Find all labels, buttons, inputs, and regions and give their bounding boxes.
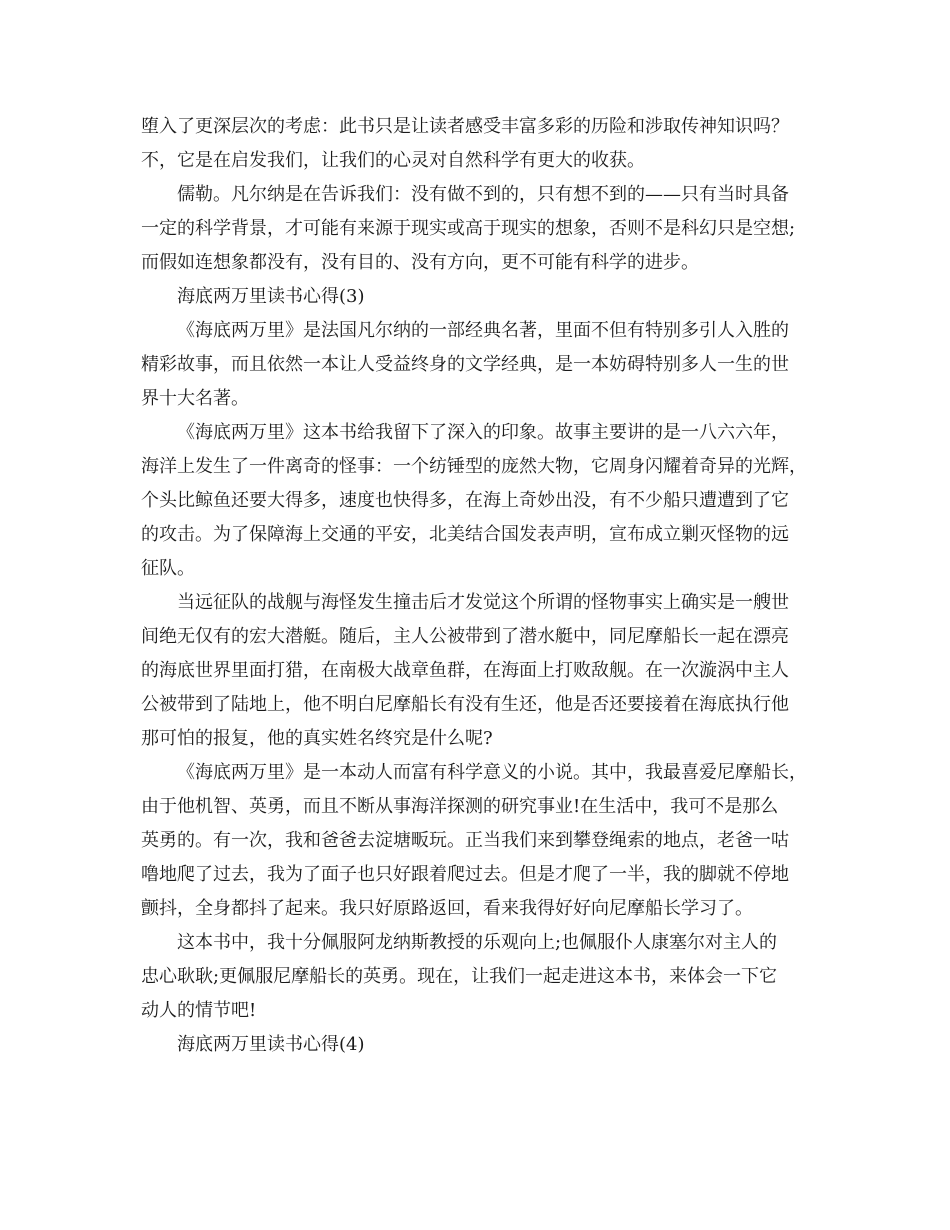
text-line: 征队。 <box>141 558 195 579</box>
text-line: 《海底两万里》是法国凡尔纳的一部经典名著，里面不但有特别多引人入胜的 <box>177 320 789 341</box>
section-heading-3 <box>141 280 811 314</box>
text-line: 《海底两万里》是一本动人而富有科学意义的小说。其中，我最喜爱尼摩船长， <box>177 762 807 783</box>
text-line: 海洋上发生了一件离奇的怪事：一个纺锤型的庞然大物，它周身闪耀着奇异的光辉， <box>141 456 807 477</box>
text-line: 的海底世界里面打猎，在南极大战章鱼群，在海面上打败敌舰。在一次漩涡中主人 <box>141 660 789 681</box>
text-line: 那可怕的报复，他的真实姓名终究是什么呢? <box>141 728 493 749</box>
text-line: 个头比鲸鱼还要大得多，速度也快得多，在海上奇妙出没，有不少船只遭遭到了它 <box>141 490 789 511</box>
paragraph-intro-continuation <box>141 110 811 178</box>
text-line: 界十大名著。 <box>141 388 249 409</box>
paragraph-story-summary <box>141 416 811 586</box>
text-line: 颤抖，全身都抖了起来。我只好原路返回，看来我得好好向尼摩船长学习了。 <box>141 898 753 919</box>
text-line: 一定的科学背景，才可能有来源于现实或高于现实的想象，否则不是科幻只是空想; <box>141 218 796 239</box>
text-line: 儒勒。凡尔纳是在告诉我们：没有做不到的，只有想不到的——只有当时具备 <box>177 184 789 205</box>
text-line: 不，它是在启发我们，让我们的心灵对自然科学有更大的收获。 <box>141 150 645 171</box>
section-heading: 海底两万里读书心得(3) <box>177 286 365 307</box>
text-line: 的攻击。为了保障海上交通的平安，北美结合国发表声明，宣布成立剿灭怪物的远 <box>141 524 789 545</box>
text-line: 当远征队的战舰与海怪发生撞击后才发觉这个所谓的怪物事实上确实是一艘世 <box>177 592 789 613</box>
text-line: 忠心耿耿;更佩服尼摩船长的英勇。现在，让我们一起走进这本书，来体会一下它 <box>141 966 778 987</box>
text-line: 堕入了更深层次的考虑：此书只是让读者感受丰富多彩的历险和涉取传神知识吗？ <box>141 116 789 137</box>
text-line: 噜地爬了过去，我为了面子也只好跟着爬过去。但是才爬了一半，我的脚就不停地 <box>141 864 789 885</box>
text-line: 动人的情节吧! <box>141 1000 257 1021</box>
text-line: 《海底两万里》这本书给我留下了深入的印象。故事主要讲的是一八六六年， <box>177 422 789 443</box>
text-line: 这本书中，我十分佩服阿龙纳斯教授的乐观向上;也佩服仆人康塞尔对主人的 <box>177 932 778 953</box>
paragraph-verne-message <box>141 178 811 280</box>
paragraph-classic-intro <box>141 314 811 416</box>
paragraph-captain-nemo-admiration <box>141 756 811 926</box>
text-line: 间绝无仅有的宏大潜艇。随后，主人公被带到了潜水艇中，同尼摩船长一起在漂亮 <box>141 626 789 647</box>
text-line: 而假如连想象都没有，没有目的、没有方向，更不可能有科学的进步。 <box>141 252 699 273</box>
paragraph-submarine-discovery <box>141 586 811 756</box>
section-heading: 海底两万里读书心得(4) <box>177 1034 365 1055</box>
text-line: 由于他机智、英勇，而且不断从事海洋探测的研究事业!在生活中，我可不是那么 <box>141 796 779 817</box>
text-line: 公被带到了陆地上，他不明白尼摩船长有没有生还，他是否还要接着在海底执行他 <box>141 694 789 715</box>
document-page <box>141 110 811 1062</box>
paragraph-conclusion <box>141 926 811 1028</box>
text-line: 英勇的。有一次，我和爸爸去淀塘畈玩。正当我们来到攀登绳索的地点，老爸一咕 <box>141 830 789 851</box>
section-heading-4 <box>141 1028 811 1062</box>
text-line: 精彩故事，而且依然一本让人受益终身的文学经典，是一本妨碍特别多人一生的世 <box>141 354 789 375</box>
